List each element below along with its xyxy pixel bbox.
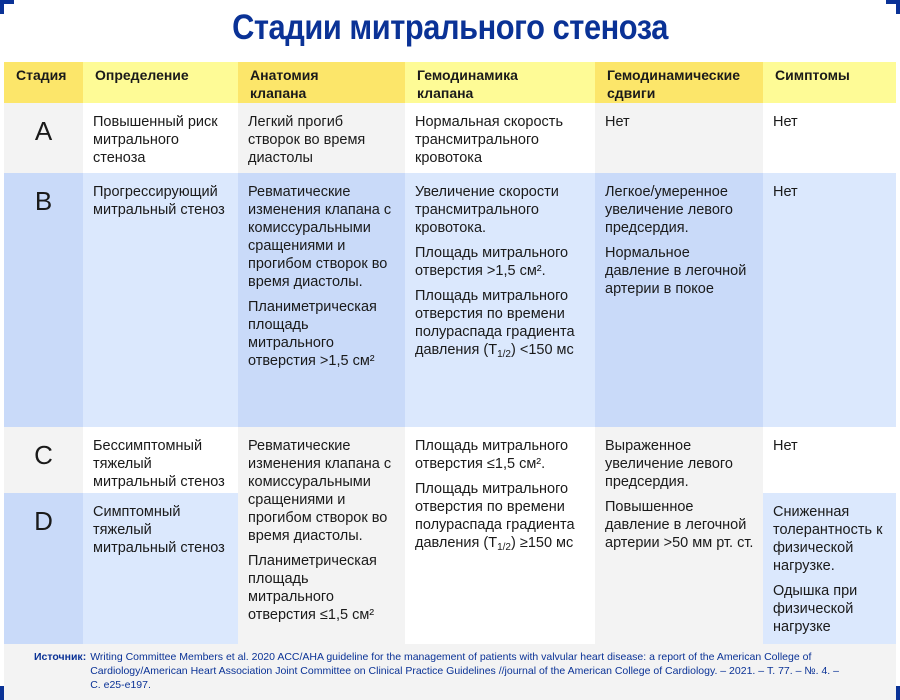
- hemo-shifts-b: Легкое/умеренное увеличение левого предсердия. Нормальное давление в легочной артерии в покое: [595, 173, 763, 427]
- stage-label-b: B: [4, 173, 83, 427]
- header-anatomy: Анатомия клапана: [238, 62, 405, 103]
- hemodynamics-a: Нормальная скорость трансмитрального кровотока: [405, 103, 595, 173]
- definition-a: Повышенный риск митрального стеноза: [83, 103, 238, 173]
- page-title: Стадии митрального стеноза: [232, 8, 668, 47]
- symptoms-b: Нет: [763, 173, 896, 427]
- stage-label-a: A: [4, 103, 83, 173]
- definition-d: Симптомный тяжелый митральный стеноз: [83, 493, 238, 644]
- header-symptoms: Симптомы: [763, 62, 896, 103]
- header-hemodynamics: Гемодинамика клапана: [405, 62, 595, 103]
- corner-bracket-bottom-right: [896, 686, 900, 700]
- corner-bracket-top-right: [896, 0, 900, 14]
- hemodynamics-b: Увеличение скорости трансмитрального кровотока. Площадь митрального отверстия >1,5 см². Площадь митрального отверстия по времени полураспада градиента давления $(T_{1/2}) <150$ мс: [405, 173, 595, 427]
- header-hemo-shifts: Гемодинамические сдвиги: [595, 62, 763, 103]
- source-label: Источник:: [34, 651, 87, 663]
- definition-b: Прогрессирующий митральный стеноз: [83, 173, 238, 427]
- corner-bracket-top-left: [0, 0, 4, 14]
- source-footer: [4, 644, 896, 700]
- symptoms-a: Нет: [763, 103, 896, 173]
- stage-label-c: C: [4, 427, 83, 493]
- anatomy-a: Легкий прогиб створок во время диастолы: [238, 103, 405, 173]
- header-definition: Определение: [83, 62, 238, 103]
- hemo-shifts-a: Нет: [595, 103, 763, 173]
- hemodynamics-c-d: Площадь митрального отверстия ≤1,5 см². Площадь митрального отверстия по времени полураспада градиента давления $(T_{1/2}) \ge 150$ мс: [405, 427, 595, 644]
- symptoms-d: Сниженная толерантность к физической нагрузке. Одышка при физической нагрузке: [763, 493, 896, 644]
- definition-c: Бессимптомный тяжелый митральный стеноз: [83, 427, 238, 493]
- source-citation: Writing Committee Members et al. 2020 ACC/AHA guideline for the management of patients with valvular heart disease: a report of the American College of Cardiology/American Heart Association Joint Committee on Clinical Practice Guidelines //journal of the American College of Cardiology. – 2021. – Т. 77. – №. 4. – С. e25-e197.: [90, 651, 839, 691]
- anatomy-b: Ревматические изменения клапана с комиссуральными сращениями и прогибом створок во время диастолы. Планиметрическая площадь митрального отверстия >1,5 см²: [238, 173, 405, 427]
- anatomy-c-d: Ревматические изменения клапана с комиссуральными сращениями и прогибом створок во время диастолы. Планиметрическая площадь митрального отверстия ≤1,5 см²: [238, 427, 405, 644]
- header-stage: Стадия: [4, 62, 83, 103]
- symptoms-c: Нет: [763, 427, 896, 493]
- hemo-shifts-c-d: Выраженное увеличение левого предсердия. Повышенное давление в легочной артерии >50 мм рт. ст.: [595, 427, 763, 644]
- stage-label-d: D: [4, 493, 83, 644]
- stages-table: [4, 62, 896, 644]
